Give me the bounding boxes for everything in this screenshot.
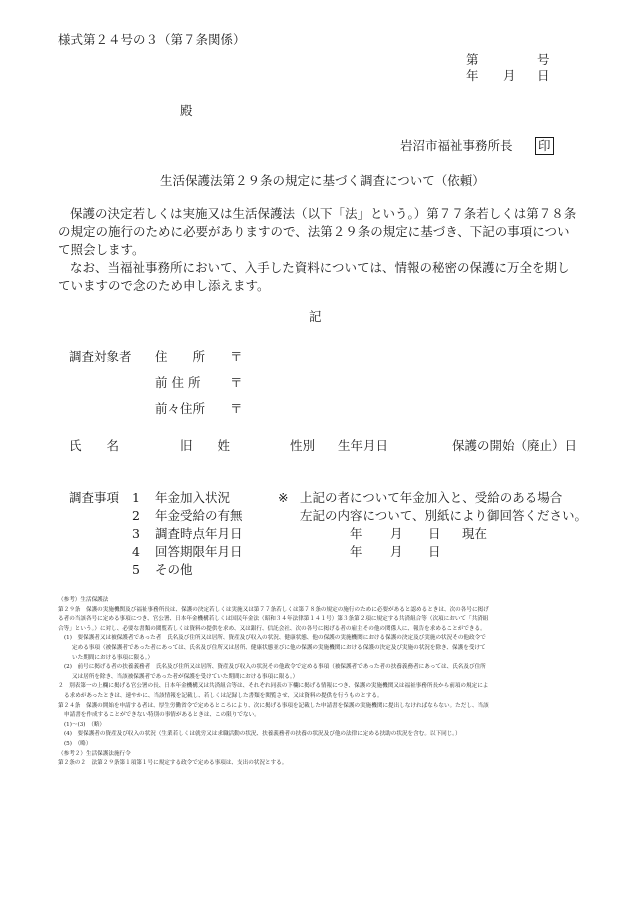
paragraph-1: 保護の決定若しくは実施又は生活保護法（以下「法」という。）第７７条若しくは第７８条の規定の施行のために必要がありますので、法第２９条の規定に基づき、下記の事項について照会します。 bbox=[58, 206, 577, 257]
survey-date-tsuki: 月 bbox=[390, 526, 403, 541]
note-line: (4) 要保護者の資産及び収入の状況（生業若しくは就労又は求職活動の状況、扶養義務者の扶養の状況及び他の法律に定める扶助の状況を含む。以下同じ。） bbox=[64, 731, 461, 738]
deadline-hi: 日 bbox=[428, 544, 441, 559]
address-current-label: 住 所 bbox=[155, 349, 206, 364]
number-go: 号 bbox=[537, 52, 550, 67]
survey-date-nen: 年 bbox=[350, 526, 363, 541]
date-tsuki: 月 bbox=[503, 68, 516, 83]
note-line: 合等」という。）に対し、必要な書類の閲覧若しくは資料の提供を求め、又は銀行、信託会社、次の各号に掲げる者の雇主その他の関係人に、報告を求めることができる。 bbox=[58, 625, 486, 632]
note-line: (1) 要保護者又は被保護者であった者 氏名及び住所又は居所、資産及び収入の状況、健康状態、他の保護の実施機関における保護の決定及び実施の状況その他政令で bbox=[64, 635, 486, 642]
column-sex: 性別 bbox=[290, 438, 316, 453]
item-number: 5 bbox=[132, 562, 140, 577]
note-line: （参考）生活保護法 bbox=[58, 597, 109, 603]
item-text: 調査時点年月日 bbox=[155, 526, 243, 541]
item-number: 1 bbox=[132, 490, 140, 505]
seal-stamp: 印 bbox=[535, 137, 554, 155]
number-dai: 第 bbox=[466, 52, 479, 67]
note-line: いた期間における事項に限る。） bbox=[72, 654, 154, 661]
postal-mark-before-previous: 〒 bbox=[230, 401, 243, 416]
note-line: る求めがあったときは、速やかに、当該情報を記載し、若しくは記録した書類を閲覧させ、又は資料の提供を行うものとする。 bbox=[64, 692, 383, 699]
survey-date-hi: 日 bbox=[428, 526, 441, 541]
reference-notes bbox=[58, 596, 578, 769]
address-previous-label: 前 住 所 bbox=[155, 375, 201, 390]
note-line: 定める事項（被保護者であった者にあっては、氏名及び住所又は居所、健康状態並びに他の保護の実施機関における保護の決定及び実施の状況を除き、保護を受けて bbox=[72, 644, 486, 651]
deadline-tsuki: 月 bbox=[390, 544, 403, 559]
paragraph-2: なお、当福祉事務所において、入手した資料については、情報の秘密の保護に万全を期していますので念のため申し添えます。 bbox=[58, 260, 570, 293]
column-birth-date: 生年月日 bbox=[338, 438, 389, 453]
item-number: 2 bbox=[132, 508, 140, 523]
note-line: （参考２）生活保護法施行令 bbox=[58, 750, 131, 757]
item-number: 4 bbox=[132, 544, 140, 559]
document-title: 生活保護法第２９条の規定に基づく調査について（依頼） bbox=[160, 173, 485, 188]
item-number: 3 bbox=[132, 526, 140, 541]
item-text: 回答期限年月日 bbox=[155, 544, 243, 559]
date-nen: 年 bbox=[466, 68, 479, 83]
column-old-name: 旧 姓 bbox=[180, 438, 231, 453]
note-mark: ※ bbox=[278, 490, 289, 505]
date-hi: 日 bbox=[537, 68, 550, 83]
sender-name: 岩沼市福祉事務所長 bbox=[400, 138, 513, 153]
note-line-2: 左記の内容について、別紙により御回答ください。 bbox=[300, 508, 588, 523]
seal-mark bbox=[535, 137, 554, 155]
item-text: 年金受給の有無 bbox=[155, 508, 243, 523]
note-line: 第２９条 保護の実施機関及び福祉事務所長は、保護の決定若しくは実施又は第７７条若しくは第７８条の規定の施行のために必要があると認めるときは、次の各号に掲げ bbox=[58, 606, 489, 613]
item-text: その他 bbox=[155, 562, 193, 577]
note-line: ２ 別表第一の上欄に掲げる官公署の長、日本年金機構又は共済組合等は、それぞれ同表の下欄に掲げる情報につき、保護の実施機関又は福祉事務所長から前項の規定によ bbox=[58, 683, 489, 690]
note-line: 又は居所を除き、当該被保護者であった者が保護を受けていた期間における事項に限る。） bbox=[72, 673, 299, 680]
address-before-previous-label: 前々住所 bbox=[155, 401, 206, 416]
note-line: (1)〜(3) （略） bbox=[64, 721, 106, 728]
note-line: 第２条の２ 法第２９条第１項第１号に規定する政令で定める事項は、支出の状況とする。 bbox=[58, 760, 288, 767]
note-line-1: 上記の者について年金加入と、受給のある場合 bbox=[300, 490, 563, 505]
addressee-suffix: 殿 bbox=[180, 103, 193, 118]
ki-heading: 記 bbox=[309, 309, 322, 324]
note-line: (5) （略） bbox=[64, 740, 92, 747]
note-line: 申請書を作成することができない特別の事情があるときは、この限りでない。 bbox=[64, 712, 260, 719]
survey-date-genzai: 現在 bbox=[462, 526, 488, 541]
column-name: 氏 名 bbox=[69, 438, 120, 453]
deadline-nen: 年 bbox=[350, 544, 363, 559]
note-line: (2) 前号に掲げる者の扶養義務者 氏名及び住所又は居所、資産及び収入の状況その他政令で定める事項（被保護者であった者の扶養義務者にあっては、氏名及び住所 bbox=[64, 664, 486, 671]
item-text: 年金加入状況 bbox=[155, 490, 231, 505]
subject-label: 調査対象者 bbox=[69, 349, 132, 364]
note-line: 第２４条 保護の開始を申請する者は、厚生労働省令で定めるところにより、次に掲げる事項を記載した申請書を保護の実施機関に提出しなければならない。ただし、当該 bbox=[58, 702, 489, 709]
column-protection-date: 保護の開始（廃止）日 bbox=[452, 438, 578, 453]
items-label: 調査事項 bbox=[69, 490, 120, 505]
form-number: 様式第２４号の３（第７条関係） bbox=[58, 32, 246, 47]
postal-mark-previous: 〒 bbox=[230, 375, 243, 390]
note-line: る者の当該各号に定める事項につき、官公署、日本年金機構若しくは国民年金法（昭和３４年法律第１４１号）第３条第２項に規定する共済組合等（次項において「共済組 bbox=[58, 616, 489, 623]
postal-mark-current: 〒 bbox=[230, 349, 243, 364]
